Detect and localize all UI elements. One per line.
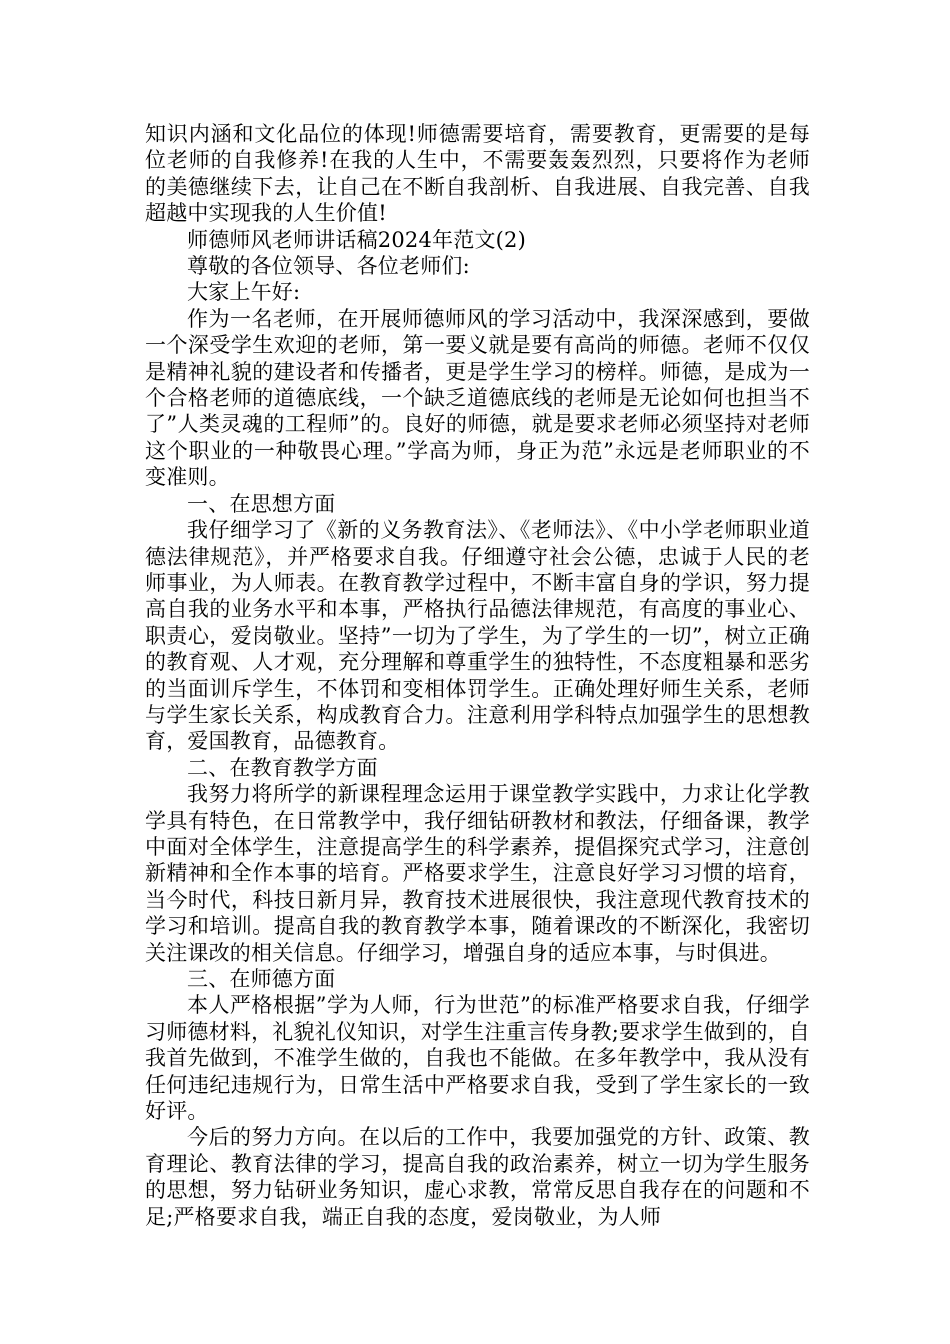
salutation: 尊敬的各位领导、各位老师们: [187, 254, 470, 279]
article-title: 师德师风老师讲话稿2024年范文(2) [187, 227, 526, 252]
paragraph-future: 今后的努力方向。在以后的工作中，我要加强党的方针、政策、教育理论、教育法律的学习，提高自我的政治素养，树立一切为学生服务的思想，努力钻研业务知识，虚心求教，常常反思自我存在的问题和不足;严格要求自我，端正自我的态度，爱岗敬业，为人师 [145, 1125, 810, 1229]
greeting: 大家上午好: [187, 280, 301, 305]
paragraph-intro-continuation: 知识内涵和文化品位的体现!师德需要培育，需要教育，更需要的是每位老师的自我修养!在我的人生中，不需要轰轰烈烈，只要将作为老师的美德继续下去，让自己在不断自我剖析、自我进展、自我完善、自我超越中实现我的人生价值! [145, 122, 810, 226]
paragraph-thought: 我仔细学习了《新的义务教育法》、《老师法》、《中小学老师职业道德法律规范》，并严格要求自我。仔细遵守社会公德，忠诚于人民的老师事业，为人师表。在教育教学过程中，不断丰富自身的学识，努力提高自我的业务水平和本事，严格执行品德法律规范，有高度的事业心、职责心，爱岗敬业。坚持”一切为了学生，为了学生的一切”，树立正确的教育观、人才观，充分理解和尊重学生的独特性，不态度粗暴和恶劣的当面训斥学生，不体罚和变相体罚学生。正确处理好师生关系，老师与学生家长关系，构成教育合力。注意利用学科特点加强学生的思想教育，爱国教育，品德教育。 [145, 518, 810, 754]
document-body [145, 121, 810, 1230]
section-heading-ethics: 三、在师德方面 [187, 967, 336, 991]
section-heading-thought: 一、在思想方面 [187, 491, 336, 516]
section-heading-teaching: 二、在教育教学方面 [187, 755, 378, 780]
paragraph-teaching: 我努力将所学的新课程理念运用于课堂教学实践中，力求让化学教学具有特色，在日常教学中，我仔细钻研教材和教法，仔细备课，教学中面对全体学生，注意提高学生的科学素养，提倡探究式学习，注意创新精神和全作本事的培育。严格要求学生，注意良好学习习惯的培育，当今时代，科技日新月异，教育技术进展很快，我注意现代教育技术的学习和培训。提高自我的教育教学本事，随着课改的不断深化，我密切关注课改的相关信息。仔细学习，增强自身的适应本事，与时俱进。 [145, 782, 810, 965]
paragraph-opening: 作为一名老师，在开展师德师风的学习活动中，我深深感到，要做一个深受学生欢迎的老师，第一要义就是要有高尚的师德。老师不仅仅是精神礼貌的建设者和传播者，更是学生学习的榜样。师德，是成为一个合格老师的道德底线，一个缺乏道德底线的老师是无论如何也担当不了”人类灵魂的工程师”的。良好的师德，就是要求老师必须坚持对老师这个职业的一种敬畏心理。”学高为师，身正为范”永远是老师职业的不变准则。 [145, 306, 810, 490]
paragraph-ethics: 本人严格根据”学为人师，行为世范”的标准严格要求自我，仔细学习师德材料，礼貌礼仪知识，对学生注重言传身教;要求学生做到的，自我首先做到，不准学生做的，自我也不能做。在多年教学中，我从没有任何违纪违规行为，日常生活中严格要求自我，受到了学生家长的一致好评。 [145, 993, 810, 1124]
